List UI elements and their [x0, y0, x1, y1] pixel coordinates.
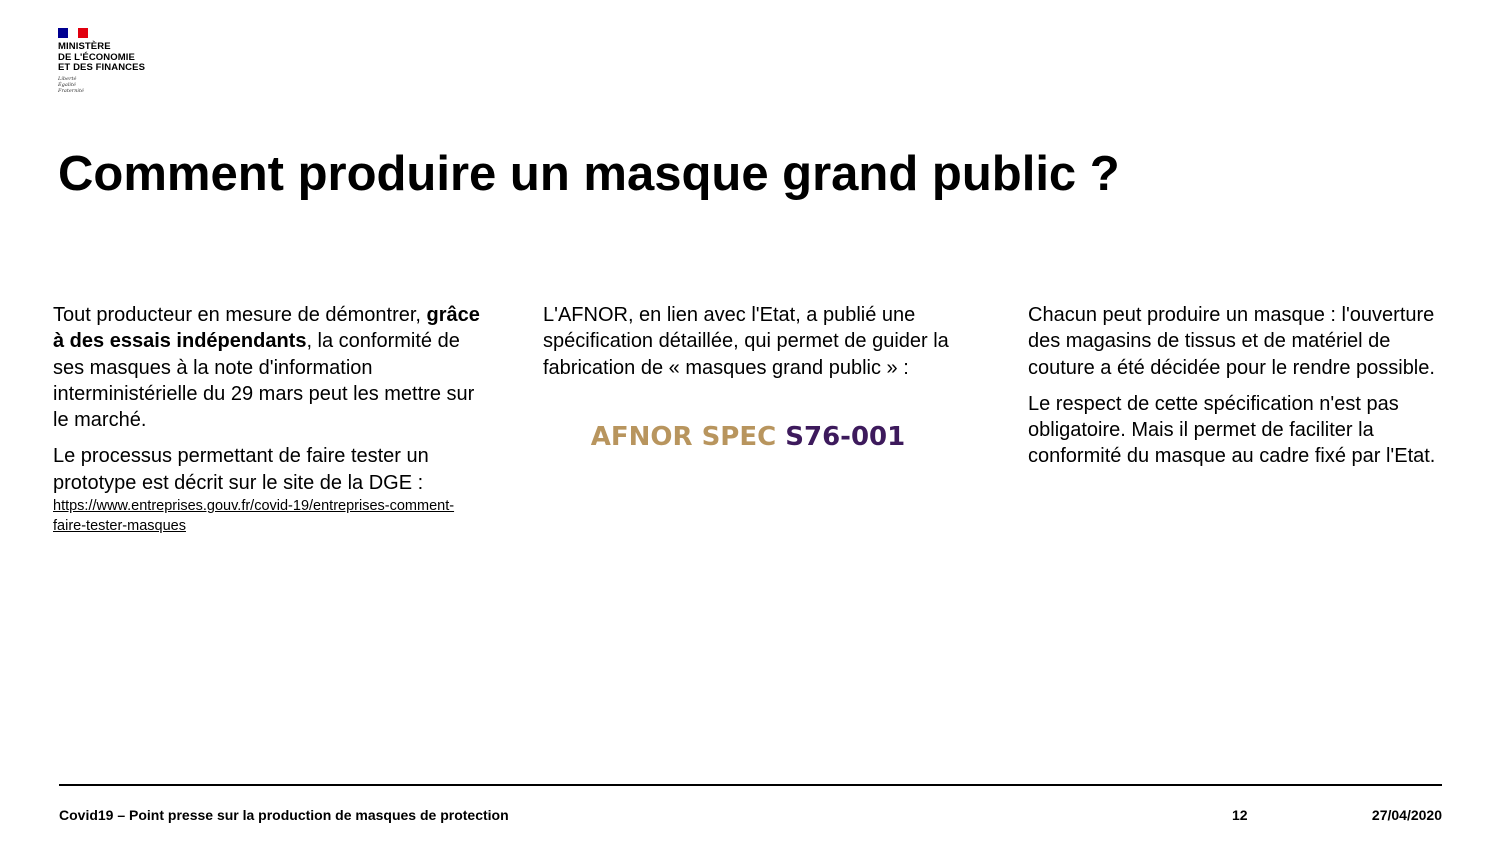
- testing-text: Le processus permettant de faire tester un prototype est décrit sur le site de la DGE :: [53, 445, 429, 494]
- column-afnor: [543, 302, 983, 454]
- logo-motto: [58, 76, 178, 94]
- afnor-paragraph: L'AFNOR, en lien avec l'Etat, a publié une spécification détaillée, qui permet de guider la fabrication de « masques grand public » :: [543, 304, 949, 379]
- french-flag-icon: [58, 28, 88, 38]
- producers-text-end: , la conformité de ses masques à la note d'information interministérielle du 29 mars peut les mettre sur le marché.: [53, 330, 475, 432]
- afnor-spec-prefix: AFNOR SPEC: [590, 421, 786, 452]
- ministry-logo: [58, 28, 178, 94]
- footer-date: 27/04/2020: [1371, 807, 1442, 823]
- everyone-paragraph: Chacun peut produire un masque : l'ouverture des magasins de tissus et de matériel de couture a été décidée pour le rendre possible.: [1028, 304, 1435, 379]
- column-everyone: [1028, 302, 1458, 480]
- page-number: 12: [1232, 807, 1248, 823]
- motto-line-2: Égalité: [58, 81, 76, 88]
- producers-paragraph: [53, 302, 483, 433]
- logo-line-1: MINISTÈRE: [58, 41, 111, 52]
- motto-line-3: Fraternité: [58, 87, 84, 94]
- column-producers: [53, 302, 483, 546]
- specification-paragraph: Le respect de cette spécification n'est pas obligatoire. Mais il permet de faciliter la conformité du masque au cadre fixé par l'Etat.: [1028, 392, 1436, 468]
- motto-line-1: Liberté: [58, 75, 77, 82]
- producers-text-bold: grâce à des essais indépendants: [53, 304, 480, 353]
- testing-paragraph: [53, 443, 483, 536]
- footer-divider: [59, 784, 1442, 786]
- dge-link[interactable]: https://www.entreprises.gouv.fr/covid-19/entreprises-comment-faire-tester-masques: [53, 498, 455, 535]
- afnor-spec-code: S76-001: [785, 421, 906, 452]
- afnor-spec-label: [543, 420, 953, 454]
- slide-title: Comment produire un masque grand public ?: [58, 147, 1120, 201]
- logo-line-2: DE L'ÉCONOMIE: [58, 51, 135, 63]
- logo-line-3: ET DES FINANCES: [58, 62, 146, 73]
- footer-caption: Covid19 – Point presse sur la production de masques de protection: [59, 807, 509, 823]
- producers-text-start: Tout producteur en mesure de démontrer,: [53, 304, 427, 326]
